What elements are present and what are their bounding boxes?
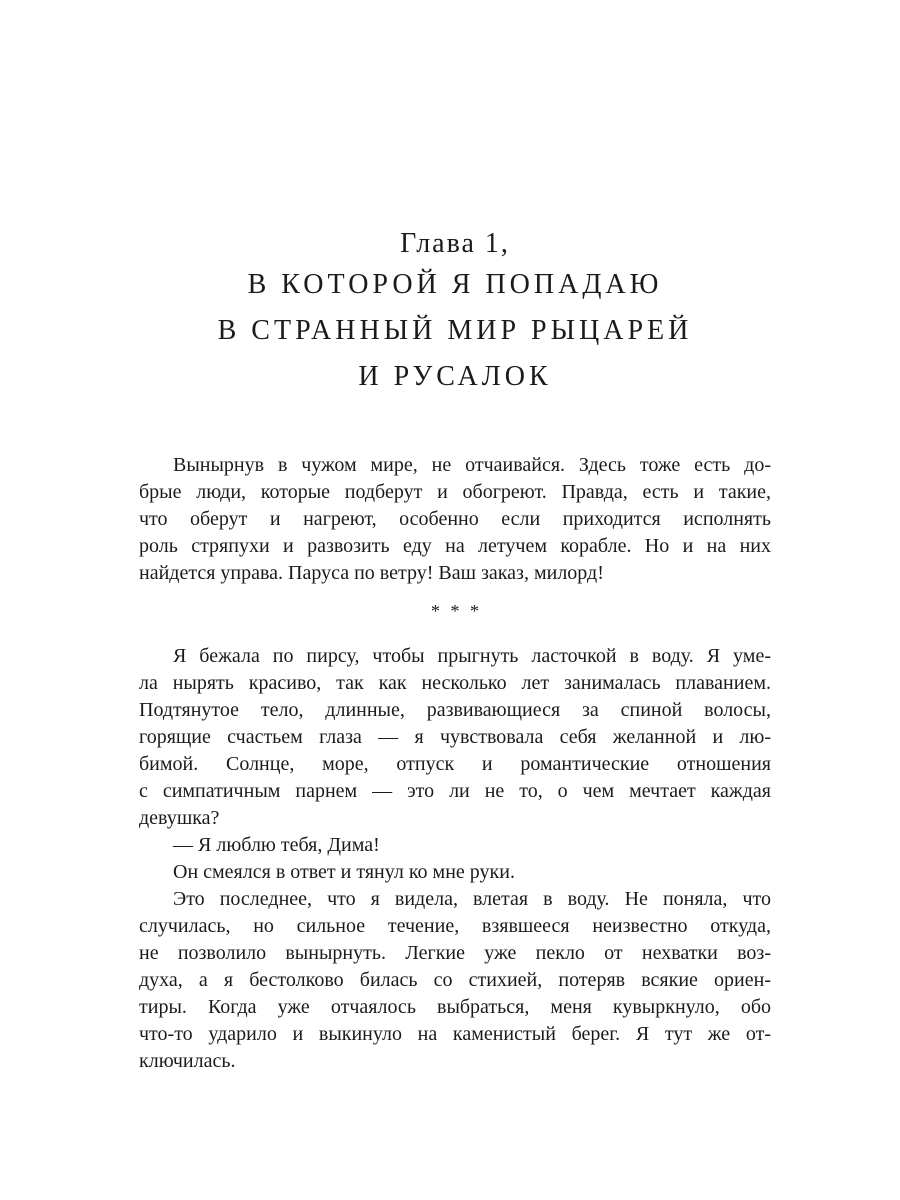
chapter-body	[139, 452, 771, 1075]
text-line: что-то ударило и выкинуло на каменистый берег. Я тут же от-	[139, 1023, 771, 1045]
text-line: брые люди, которые подберут и обогреют. Правда, есть и такие,	[139, 481, 771, 503]
text-line: что оберут и нагреют, особенно если приходится исполнять	[139, 508, 771, 530]
text-line: Вынырнув в чужом мире, не отчаивайся. Здесь тоже есть до-	[173, 454, 771, 476]
chapter-title	[139, 262, 771, 400]
text-line: духа, а я бестолково билась со стихией, потеряв всякие ориен-	[139, 969, 771, 991]
text-line: бимой. Солнце, море, отпуск и романтические отношения	[139, 753, 771, 775]
text-line: не позволило вынырнуть. Легкие уже пекло от нехватки воз-	[139, 942, 771, 964]
text-line: — Я люблю тебя, Дима!	[173, 834, 380, 856]
text-line: Подтянутое тело, длинные, развивающиеся за спиной волосы,	[139, 699, 771, 721]
text-line: ла нырять красиво, так как несколько лет занималась плаванием.	[139, 672, 771, 694]
chapter-number: Глава 1,	[400, 228, 510, 259]
paragraph	[139, 859, 771, 886]
section-divider-asterisks: * * *	[431, 601, 482, 621]
paragraph	[139, 886, 771, 1075]
text-line: Он смеялся в ответ и тянул ко мне руки.	[173, 861, 515, 883]
text-line: Это последнее, что я видела, влетая в воду. Не поняла, что	[173, 888, 771, 910]
paragraph	[139, 643, 771, 832]
text-line: тиры. Когда уже отчаялось выбраться, меня кувыркнуло, обо	[139, 996, 771, 1018]
paragraph-dialogue	[139, 832, 771, 859]
text-line: девушка?	[139, 807, 220, 829]
text-line: найдется управа. Паруса по ветру! Ваш заказ, милорд!	[139, 562, 604, 584]
text-line: горящие счастьем глаза — я чувствовала себя желанной и лю-	[139, 726, 771, 748]
chapter-title-line: И РУСАЛОК	[358, 361, 552, 392]
text-line: роль стряпухи и развозить еду на летучем корабле. Но и на них	[139, 535, 771, 557]
chapter-title-line: В КОТОРОЙ Я ПОПАДАЮ	[247, 269, 663, 300]
text-line: Я бежала по пирсу, чтобы прыгнуть ласточкой в воду. Я уме-	[173, 645, 771, 667]
text-line: ключилась.	[139, 1050, 236, 1072]
chapter-title-line: В СТРАННЫЙ МИР РЫЦАРЕЙ	[217, 315, 693, 346]
text-line: с симпатичным парнем — это ли не то, о чем мечтает каждая	[139, 780, 771, 802]
chapter-header	[139, 0, 771, 400]
text-line: случилась, но сильное течение, взявшееся неизвестно откуда,	[139, 915, 771, 937]
page-content	[139, 0, 771, 1075]
paragraph-epigraph	[139, 452, 771, 587]
